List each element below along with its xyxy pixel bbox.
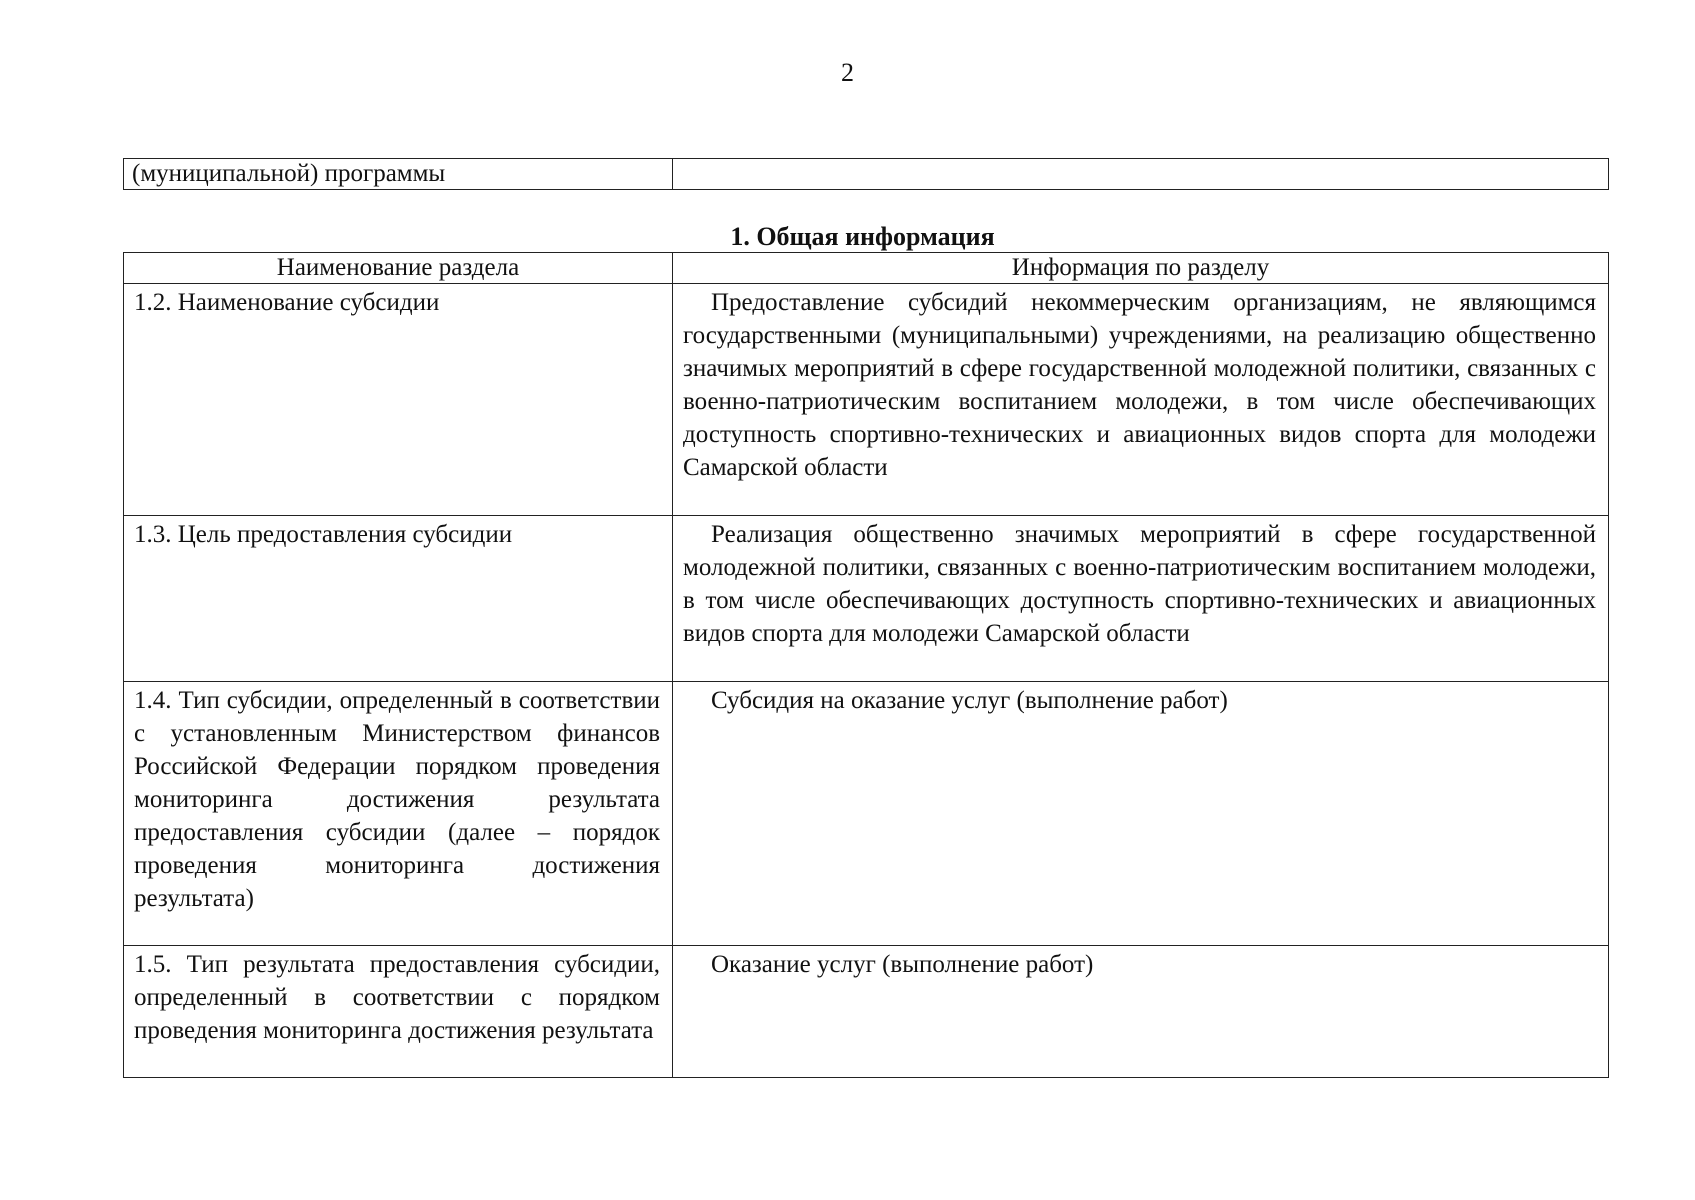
general-info-table: [123, 252, 1609, 1078]
row-info-1-4: Субсидия на оказание услуг (выполнение работ): [673, 682, 1609, 946]
table-row: [124, 284, 1609, 516]
table-row: [124, 159, 1609, 190]
program-cell-left: (муниципальной) программы: [124, 159, 673, 190]
header-section-info: Информация по разделу: [673, 253, 1609, 284]
table-row: [124, 516, 1609, 682]
row-info-1-5: Оказание услуг (выполнение работ): [673, 946, 1609, 1078]
table-row: [124, 682, 1609, 946]
row-name-1-4: 1.4. Тип субсидии, определенный в соответствии с установленным Министерством финансов Российской Федерации порядком проведения мониторинга достижения результата предоставления субсидии (далее – порядок проведения мониторинга достижения результата): [124, 682, 673, 946]
header-section-name: Наименование раздела: [124, 253, 673, 284]
page-number: 2: [841, 58, 854, 87]
row-name-1-3: 1.3. Цель предоставления субсидии: [124, 516, 673, 682]
row-info-1-3: Реализация общественно значимых мероприятий в сфере государственной молодежной политики, связанных с военно-патриотическим воспитанием молодежи, в том числе обеспечивающих доступность спортивно-технических и авиационных видов спорта для молодежи Самарской области: [673, 516, 1609, 682]
section-title: 1. Общая информация: [730, 222, 995, 251]
row-name-1-2: 1.2. Наименование субсидии: [124, 284, 673, 516]
program-continuation-table: [123, 158, 1609, 190]
table-header-row: [124, 253, 1609, 284]
table-row: [124, 946, 1609, 1078]
program-cell-right: [673, 159, 1609, 190]
row-name-1-5: 1.5. Тип результата предоставления субсидии, определенный в соответствии с порядком проведения мониторинга достижения результата: [124, 946, 673, 1078]
row-info-1-2: Предоставление субсидий некоммерческим организациям, не являющимся государственными (муниципальными) учреждениями, на реализацию общественно значимых мероприятий в сфере государственной молодежной политики, связанных с военно-патриотическим воспитанием молодежи, в том числе обеспечивающих доступность спортивно-технических и авиационных видов спорта для молодежи Самарской области: [673, 284, 1609, 516]
